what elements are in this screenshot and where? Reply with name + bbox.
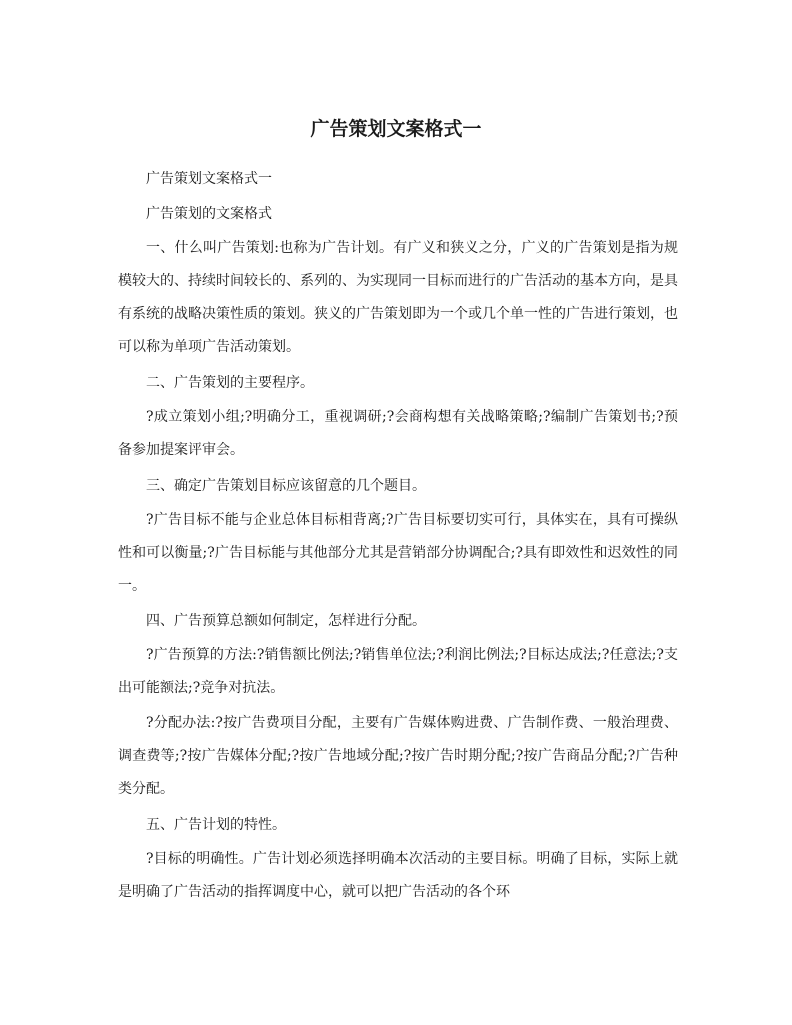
paragraph-section-5: 五、广告计划的特性。 — [146, 817, 286, 833]
paragraph-section-2: 二、广告策划的主要程序。 — [146, 375, 314, 391]
paragraph-steps: ?成立策划小组;?明确分工，重视调研;?会商构想有关战略策略;?编制广告策划书;?预备参加提案评审会。 — [118, 409, 678, 458]
paragraph-section-4: 四、广告预算总额如何制定，怎样进行分配。 — [146, 613, 426, 629]
paragraph-target-clarity: ?目标的明确性。广告计划必须选择明确本次活动的主要目标。明确了目标，实际上就是明确了广告活动的指挥调度中心，就可以把广告活动的各个环 — [118, 851, 678, 900]
paragraph-goals: ?广告目标不能与企业总体目标相背离;?广告目标要切实可行，具体实在，具有可操纵性和可以衡量;?广告目标能与其他部分尤其是营销部分协调配合;?具有即效性和迟效性的同一。 — [118, 512, 678, 594]
paragraph-heading: 广告策划的文案格式 — [146, 206, 272, 222]
paragraph-allocation: ?分配办法:?按广告费项目分配，主要有广告媒体购进费、广告制作费、一般治理费、调查费等;?按广告媒体分配;?按广告地域分配;?按广告时期分配;?按广告商品分配;?广告种类分配。 — [118, 715, 678, 797]
paragraph-section-3: 三、确定广告策划目标应该留意的几个题目。 — [146, 478, 426, 494]
paragraph-section-1: 一、什么叫广告策划:也称为广告计划。有广义和狭义之分，广义的广告策划是指为规模较大的、持续时间较长的、系列的、为实现同一目标而进行的广告活动的基本方向，是具有系统的战略决策性质的策划。狭义的广告策划即为一个或几个单一性的广告进行策划，也可以称为单项广告活动策划。 — [118, 240, 678, 355]
document-title: 广告策划文案格式一 — [310, 118, 482, 140]
paragraph-budget-methods: ?广告预算的方法:?销售额比例法;?销售单位法;?利润比例法;?目标达成法;?任意法;?支出可能额法;?竞争对抗法。 — [118, 647, 678, 696]
paragraph-subtitle: 广告策划文案格式一 — [146, 171, 272, 187]
